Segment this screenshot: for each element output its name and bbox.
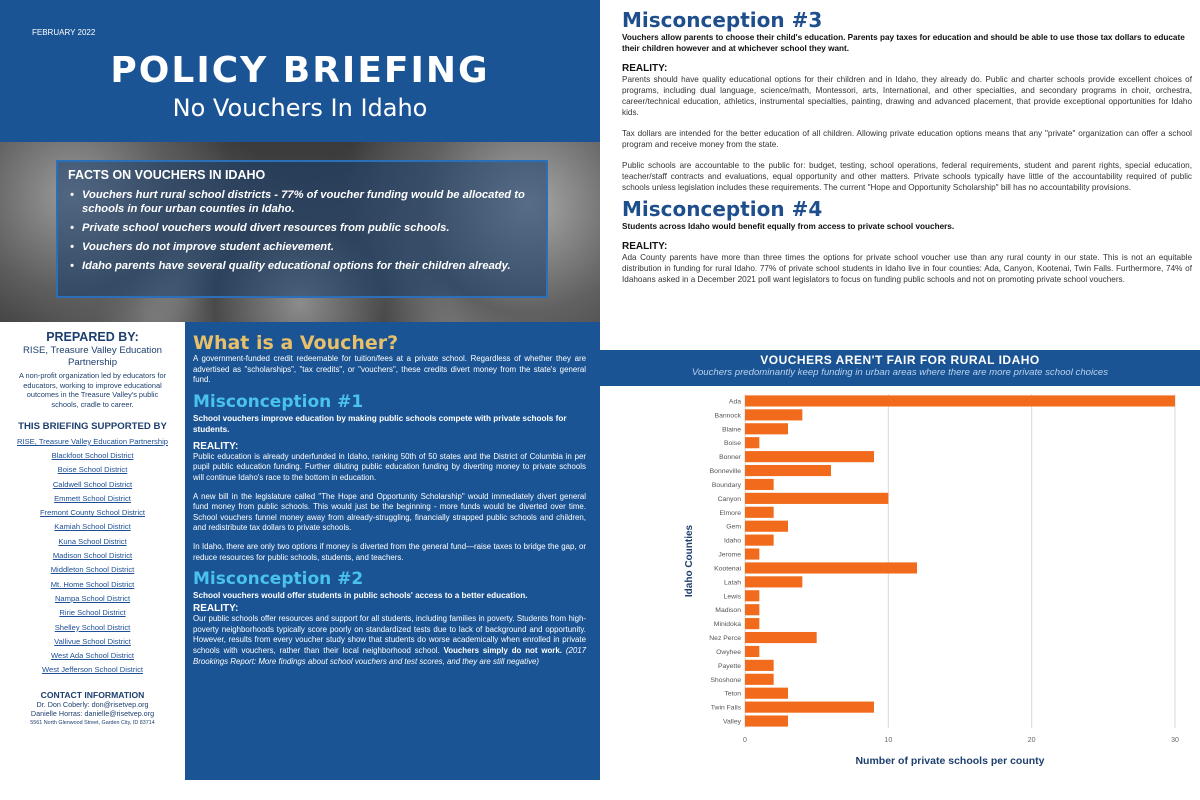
misconception-3-paragraph: Tax dollars are intended for the better education of all children. Allowing private education options means that any "private" organization can offer a school program and receive money from the state. <box>622 129 1192 149</box>
left-page <box>0 0 600 790</box>
bar <box>745 702 874 713</box>
misconception-1-heading: Misconception #1 <box>193 391 364 412</box>
fact-item: • Idaho parents have several quality educational options for their children already. <box>68 259 536 273</box>
supporter-link[interactable]: West Jefferson School District <box>41 665 143 675</box>
bar <box>745 576 802 587</box>
category-label: Kootenai <box>714 565 741 573</box>
fact-item: • Vouchers hurt rural school districts - 77% of voucher funding would be allocated to schools in four urban counties in Idaho. <box>68 188 536 216</box>
misconception-1-paragraph: In Idaho, there are only two options if money is diverted from the general fund—raise taxes to bridge the gap, or reduce resources for public schools, students, and teachers. <box>193 541 586 562</box>
supporter-link[interactable]: West Ada School District <box>50 651 134 661</box>
x-tick-label: 30 <box>1171 737 1179 744</box>
supported-by-heading: THIS BRIEFING SUPPORTED BY <box>18 421 167 432</box>
right-text-column <box>622 8 1192 285</box>
chart-panel <box>600 350 1200 790</box>
bar <box>745 507 774 518</box>
y-axis-title: Idaho Counties <box>684 524 695 598</box>
supporter-link[interactable]: Blackfoot School District <box>51 451 134 460</box>
supporters-list <box>0 435 185 678</box>
supporter-link[interactable]: Boise School District <box>57 465 128 475</box>
supporter-link[interactable]: Nampa School District <box>54 593 131 603</box>
bar <box>745 409 802 420</box>
page-title: POLICY BRIEFING <box>110 50 490 91</box>
bar <box>745 423 788 434</box>
misconception-4-paragraph: Ada County parents have more than three times the options for private school voucher use than any rural county in our state. This is not an equitable distribution in funding for rural Idaho. 77% of private school students in Idaho live in four counties: Ada, Canyon, Kootenai, Twin Falls. Furthermore, 74% of Idahoans asked in a December 2021 poll want legislators to focus on funding public schools and not on promoting private school vouchers. <box>622 253 1192 284</box>
main-column <box>185 322 600 780</box>
chart-subtitle: Vouchers predominantly keep funding in urban areas where there are more private school choices <box>691 367 1109 378</box>
bar <box>745 437 759 448</box>
category-label: Bonner <box>719 454 741 462</box>
misconception-2-claim: School vouchers would offer students in public schools' access to a better education. <box>193 591 528 601</box>
bar <box>745 688 788 699</box>
supporter-link[interactable]: Fremont County School District <box>39 508 146 518</box>
category-label: Idaho <box>723 537 741 545</box>
bar <box>745 548 759 559</box>
misconception-4-heading: Misconception #4 <box>622 197 823 221</box>
misconception-3-heading: Misconception #3 <box>622 8 823 32</box>
bar <box>745 715 788 726</box>
voucher-definition: A government-funded credit redeemable for tuition/fees at a private school. Regardless of whether they are advertised as "scholarships", "tax credits", or "vouchers", these credits divert money from the state's general fund. <box>193 354 586 385</box>
hands-photo-background <box>0 142 600 322</box>
page-subtitle: No Vouchers In Idaho <box>172 94 428 122</box>
category-label: Jerome <box>718 551 741 559</box>
fact-item: • Private school vouchers would divert resources from public schools. <box>68 221 536 235</box>
hero-banner <box>0 0 600 142</box>
misconception-2-heading: Misconception #2 <box>193 569 364 590</box>
facts-title: FACTS ON VOUCHERS IN IDAHO <box>68 168 266 182</box>
x-axis-title: Number of private schools per county <box>855 755 1045 767</box>
contact-address: 5561 North Glenwood Street, Garden City, ID 83714 <box>30 719 155 726</box>
right-page <box>600 0 1200 790</box>
supporter-link[interactable]: Middleton School District <box>50 565 135 575</box>
bar <box>745 632 817 643</box>
supporter-link[interactable]: Ririe School District <box>59 608 126 618</box>
category-label: Lewis <box>723 593 741 601</box>
category-label: Madison <box>715 607 741 615</box>
bar <box>745 535 774 546</box>
misconception-1-paragraph: A new bill in the legislature called "The Hope and Opportunity Scholarship" would immediately divert general fund money from public schools. This would just be the beginning - more funds would be diverted over time. School vouchers funnel money away from already-struggling, financially strapped public schools and children, and redistribute tax dollars to private schools. <box>193 491 586 533</box>
x-tick-label: 20 <box>1027 737 1036 744</box>
category-label: Payette <box>717 662 741 670</box>
fact-item: • Vouchers do not improve student achievement. <box>68 240 536 254</box>
supporter-link[interactable]: Kuna School District <box>58 536 127 546</box>
misconception-3-claim: Vouchers allow parents to choose their child's education. Parents pay taxes for education and should be able to use those tax dollars to educate their children however and at whichever school they want. <box>622 33 1185 53</box>
misconception-2-reality-label: REALITY: <box>193 603 239 615</box>
category-label: Canyon <box>717 495 741 503</box>
supporter-link[interactable]: Vallivue School District <box>54 636 131 646</box>
category-label: Shoshone <box>710 676 741 684</box>
bar <box>745 646 759 657</box>
bar <box>745 493 888 504</box>
contact-heading: CONTACT INFORMATION <box>40 689 145 700</box>
misconception-3-paragraph: Public schools are accountable to the public for: budget, testing, school operations, federal requirements, student and parent rights, special education, teacher/staff contracts and evaluations, equal opportunity and other matters. Private schools typically have little of the accountability required of public schools unless legislation includes these requirements. The current "Hope and Opportunity Scholarship" bill has no accountability provisions. <box>622 161 1192 192</box>
category-label: Gem <box>726 523 741 531</box>
category-label: Bonneville <box>709 468 741 476</box>
supporter-link[interactable]: Caldwell School District <box>52 479 133 489</box>
bar <box>745 451 874 462</box>
misconception-1-reality-label: REALITY: <box>193 440 239 452</box>
briefing-date: FEBRUARY 2022 <box>32 28 96 37</box>
misconception-3-reality-label: REALITY: <box>622 63 668 74</box>
misconception-2-text: Our public schools offer resources and support for all students, including families in poverty. Students from high-poverty neighborhoods typically score poorly on standardized tests due to lack of background and opportunity. However, results from every voucher study show that students do worse academically when enrolled in private schools with vouchers, rather than their local neighborhood school. <box>193 614 586 655</box>
category-label: Valley <box>722 718 741 726</box>
bar <box>745 521 788 532</box>
misconception-2-bold-statement: Vouchers simply do not work. <box>443 645 562 655</box>
supporter-link[interactable]: Emmett School District <box>54 493 131 503</box>
sidebar <box>0 322 185 790</box>
bar <box>745 395 1175 406</box>
prepared-by-heading: PREPARED BY: <box>46 330 139 344</box>
misconception-1-paragraph: Public education is already underfunded in Idaho, ranking 50th of 50 states and the District of Columbia in per pupil public education funding. Further diluting public education funding by diverting money to private schools will continue Idaho's race to the bottom in education. <box>193 451 586 482</box>
supporter-link[interactable]: Shelley School District <box>54 622 131 632</box>
category-label: Blaine <box>722 426 741 434</box>
category-label: Boise <box>723 440 741 448</box>
prepared-by-description: A non-profit organization led by educators for educators, working to improve educational outcomes in the Treasure Valley's public schools, cradle to career. <box>18 371 167 409</box>
bar <box>745 660 774 671</box>
misconception-4-reality-label: REALITY: <box>622 241 668 252</box>
category-label: Elmore <box>719 509 741 517</box>
x-tick-label: 10 <box>884 737 893 744</box>
misconception-1-claim: School vouchers improve education by making public schools compete with private schools for students. <box>193 413 567 434</box>
facts-list <box>68 188 536 273</box>
prepared-by-org: RISE, Treasure Valley Education Partnership <box>22 345 162 368</box>
category-label: Minidoka <box>713 621 741 629</box>
chart-banner <box>600 350 1200 386</box>
bar <box>745 562 917 573</box>
misconception-4-claim: Students across Idaho would benefit equally from access to private school vouchers. <box>622 222 955 231</box>
bar <box>745 590 759 601</box>
category-label: Twin Falls <box>710 704 741 712</box>
category-label: Boundary <box>711 481 741 489</box>
x-tick-label: 0 <box>743 737 747 744</box>
category-label: Bannock <box>714 412 741 420</box>
bar <box>745 674 774 685</box>
bar <box>745 618 759 629</box>
bar <box>745 479 774 490</box>
contact-email-coberly[interactable]: Dr. Don Coberly: don@risetvep.org <box>36 699 149 709</box>
category-label: Nez Perce <box>709 635 741 643</box>
supporter-link[interactable]: Madison School District <box>52 551 133 561</box>
misconception-2-paragraph <box>193 614 586 667</box>
category-label: Teton <box>724 690 741 698</box>
supporter-link[interactable]: Mt. Home School District <box>50 579 135 589</box>
voucher-heading: What is a Voucher? <box>193 332 399 354</box>
facts-box <box>56 160 548 298</box>
county-bar-chart <box>600 386 1200 790</box>
supporter-link[interactable]: RISE, Treasure Valley Education Partnership <box>17 437 168 446</box>
contact-email-horras[interactable]: Danielle Horras: danielle@risetvep.org <box>30 709 155 719</box>
bar <box>745 604 759 615</box>
misconception-3-paragraph: Parents should have quality educational options for their children and in Idaho, they already do. Public and charter schools provide excellent choices of programs, including dual language, science/math, Montessori, arts, International, and other specialties, and secondary programs in choir, orchestra, career/technical education, athletics, instrumental specialties, painting, drawing and advanced placement, that provide exceptional opportunities for Idaho kids. <box>622 75 1192 117</box>
category-label: Ada <box>728 398 741 406</box>
supporter-link[interactable]: Kamiah School District <box>54 522 131 532</box>
category-label: Latah <box>723 579 741 587</box>
chart-title: VOUCHERS AREN'T FAIR FOR RURAL IDAHO <box>760 353 1040 367</box>
bar <box>745 465 831 476</box>
misconception-2-citation: (2017 Brookings Report: More findings about school vouchers and test scores, and they are still negative) <box>193 645 586 666</box>
category-label: Owyhee <box>716 648 741 656</box>
